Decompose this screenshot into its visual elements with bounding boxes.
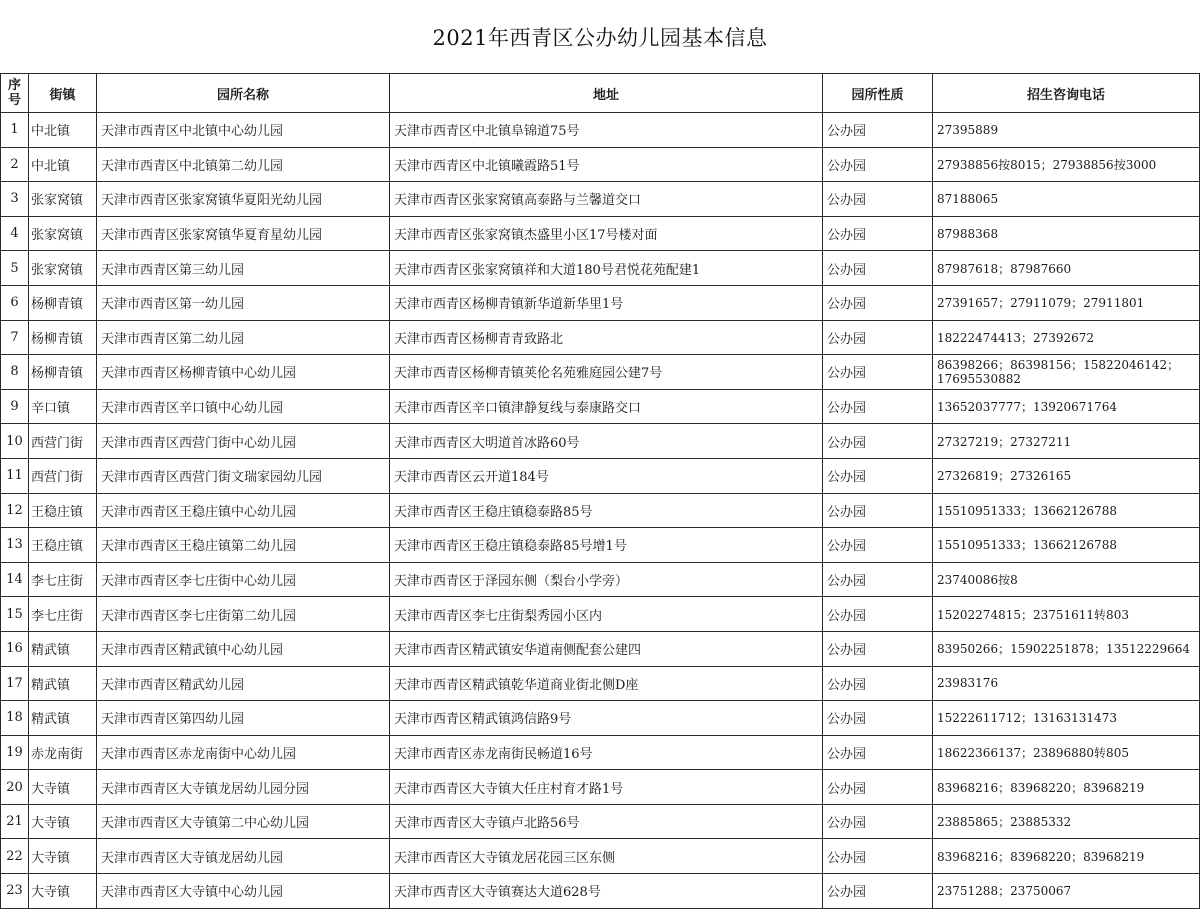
cell-seq: 5 [1,251,29,286]
cell-town: 精武镇 [29,666,97,701]
cell-nature: 公办园 [823,631,933,666]
cell-address: 天津市西青区张家窝镇祥和大道180号君悦花苑配建1 [390,251,823,286]
cell-nature: 公办园 [823,493,933,528]
cell-address: 天津市西青区李七庄街梨秀园小区内 [390,597,823,632]
cell-kindergarten-name: 天津市西青区第一幼儿园 [97,285,390,320]
cell-address: 天津市西青区中北镇曦霞路51号 [390,147,823,182]
cell-phone: 83968216；83968220；83968219 [933,839,1200,874]
cell-nature: 公办园 [823,424,933,459]
cell-phone: 23885865；23885332 [933,804,1200,839]
cell-kindergarten-name: 天津市西青区辛口镇中心幼儿园 [97,389,390,424]
cell-seq: 11 [1,458,29,493]
cell-address: 天津市西青区精武镇乾华道商业街北侧D座 [390,666,823,701]
cell-kindergarten-name: 天津市西青区精武幼儿园 [97,666,390,701]
cell-phone: 15510951333；13662126788 [933,493,1200,528]
cell-seq: 12 [1,493,29,528]
column-header-name: 园所名称 [97,74,390,113]
table-row [1,147,1200,182]
cell-nature: 公办园 [823,735,933,770]
cell-seq: 17 [1,666,29,701]
cell-nature: 公办园 [823,701,933,736]
cell-town: 王稳庄镇 [29,528,97,563]
cell-town: 张家窝镇 [29,251,97,286]
cell-phone: 87188065 [933,182,1200,217]
cell-seq: 9 [1,389,29,424]
cell-seq: 13 [1,528,29,563]
table-row [1,355,1200,390]
cell-address: 天津市西青区大寺镇赛达大道628号 [390,874,823,909]
cell-kindergarten-name: 天津市西青区张家窝镇华夏育星幼儿园 [97,216,390,251]
cell-address: 天津市西青区云开道184号 [390,458,823,493]
cell-address: 天津市西青区于泽园东侧（梨台小学旁） [390,562,823,597]
cell-town: 杨柳青镇 [29,285,97,320]
cell-kindergarten-name: 天津市西青区大寺镇龙居幼儿园分园 [97,770,390,805]
cell-town: 杨柳青镇 [29,320,97,355]
column-header-nature: 园所性质 [823,74,933,113]
cell-kindergarten-name: 天津市西青区赤龙南街中心幼儿园 [97,735,390,770]
cell-seq: 4 [1,216,29,251]
cell-phone: 27395889 [933,113,1200,148]
cell-phone: 27938856按8015；27938856按3000 [933,147,1200,182]
cell-kindergarten-name: 天津市西青区第四幼儿园 [97,701,390,736]
cell-nature: 公办园 [823,147,933,182]
cell-town: 中北镇 [29,113,97,148]
table-row [1,528,1200,563]
table-row [1,874,1200,909]
cell-phone: 87988368 [933,216,1200,251]
table-row [1,251,1200,286]
cell-seq: 19 [1,735,29,770]
cell-seq: 3 [1,182,29,217]
cell-address: 天津市西青区杨柳青青致路北 [390,320,823,355]
cell-nature: 公办园 [823,770,933,805]
cell-address: 天津市西青区大寺镇龙居花园三区东侧 [390,839,823,874]
column-header-address: 地址 [390,74,823,113]
seq-header-line2: 号 [7,93,21,108]
seq-header-line1: 序 [7,78,21,93]
table-row [1,701,1200,736]
cell-nature: 公办园 [823,839,933,874]
cell-address: 天津市西青区大明道首冰路60号 [390,424,823,459]
cell-town: 张家窝镇 [29,216,97,251]
cell-town: 西营门街 [29,424,97,459]
column-header-seq [1,74,29,113]
page-title: 2021年西青区公办幼儿园基本信息 [432,26,768,50]
cell-phone: 18622366137；23896880转805 [933,735,1200,770]
cell-seq: 23 [1,874,29,909]
table-row [1,285,1200,320]
cell-town: 大寺镇 [29,839,97,874]
cell-nature: 公办园 [823,666,933,701]
cell-phone: 15202274815；23751611转803 [933,597,1200,632]
column-header-town: 街镇 [29,74,97,113]
cell-kindergarten-name: 天津市西青区大寺镇中心幼儿园 [97,874,390,909]
cell-seq: 8 [1,355,29,390]
cell-address: 天津市西青区大寺镇卢北路56号 [390,804,823,839]
cell-phone: 86398266；86398156；15822046142；17695530882 [933,355,1200,390]
cell-nature: 公办园 [823,562,933,597]
table-row [1,631,1200,666]
cell-phone: 23983176 [933,666,1200,701]
cell-town: 大寺镇 [29,770,97,805]
cell-address: 天津市西青区王稳庄镇稳泰路85号 [390,493,823,528]
table-row [1,735,1200,770]
cell-town: 中北镇 [29,147,97,182]
cell-address: 天津市西青区精武镇安华道南侧配套公建四 [390,631,823,666]
table-row [1,458,1200,493]
cell-phone: 83968216；83968220；83968219 [933,770,1200,805]
cell-phone: 27326819；27326165 [933,458,1200,493]
table-body [1,113,1200,909]
cell-seq: 10 [1,424,29,459]
table-row [1,424,1200,459]
cell-phone: 23740086按8 [933,562,1200,597]
cell-address: 天津市西青区大寺镇大任庄村育才路1号 [390,770,823,805]
cell-nature: 公办园 [823,528,933,563]
cell-kindergarten-name: 天津市西青区张家窝镇华夏阳光幼儿园 [97,182,390,217]
cell-seq: 20 [1,770,29,805]
table-row [1,113,1200,148]
cell-kindergarten-name: 天津市西青区第三幼儿园 [97,251,390,286]
cell-address: 天津市西青区张家窝镇杰盛里小区17号楼对面 [390,216,823,251]
cell-phone: 15222611712；13163131473 [933,701,1200,736]
cell-kindergarten-name: 天津市西青区大寺镇第二中心幼儿园 [97,804,390,839]
cell-seq: 22 [1,839,29,874]
cell-address: 天津市西青区赤龙南街民畅道16号 [390,735,823,770]
cell-kindergarten-name: 天津市西青区王稳庄镇第二幼儿园 [97,528,390,563]
cell-seq: 7 [1,320,29,355]
table-row [1,493,1200,528]
cell-phone: 13652037777；13920671764 [933,389,1200,424]
table-header-row [1,74,1200,113]
cell-phone: 15510951333；13662126788 [933,528,1200,563]
table-row [1,182,1200,217]
cell-kindergarten-name: 天津市西青区王稳庄镇中心幼儿园 [97,493,390,528]
cell-kindergarten-name: 天津市西青区大寺镇龙居幼儿园 [97,839,390,874]
cell-address: 天津市西青区中北镇阜锦道75号 [390,113,823,148]
cell-kindergarten-name: 天津市西青区中北镇第二幼儿园 [97,147,390,182]
cell-town: 赤龙南街 [29,735,97,770]
cell-seq: 21 [1,804,29,839]
cell-seq: 16 [1,631,29,666]
cell-nature: 公办园 [823,182,933,217]
table-row [1,770,1200,805]
cell-town: 李七庄街 [29,597,97,632]
cell-phone: 87987618；87987660 [933,251,1200,286]
cell-phone: 83950266；15902251878；13512229664 [933,631,1200,666]
cell-kindergarten-name: 天津市西青区杨柳青镇中心幼儿园 [97,355,390,390]
cell-nature: 公办园 [823,458,933,493]
cell-address: 天津市西青区张家窝镇高泰路与兰馨道交口 [390,182,823,217]
cell-address: 天津市西青区杨柳青镇荚伦名苑雅庭园公建7号 [390,355,823,390]
cell-town: 精武镇 [29,631,97,666]
cell-seq: 1 [1,113,29,148]
cell-town: 李七庄街 [29,562,97,597]
cell-seq: 2 [1,147,29,182]
cell-nature: 公办园 [823,874,933,909]
column-header-phone: 招生咨询电话 [933,74,1200,113]
cell-nature: 公办园 [823,216,933,251]
table-row [1,216,1200,251]
cell-phone: 23751288；23750067 [933,874,1200,909]
cell-address: 天津市西青区精武镇鸿信路9号 [390,701,823,736]
cell-seq: 18 [1,701,29,736]
cell-nature: 公办园 [823,113,933,148]
cell-town: 大寺镇 [29,804,97,839]
cell-town: 张家窝镇 [29,182,97,217]
table-row [1,839,1200,874]
cell-kindergarten-name: 天津市西青区西营门街文瑞家园幼儿园 [97,458,390,493]
cell-address: 天津市西青区杨柳青镇新华道新华里1号 [390,285,823,320]
cell-seq: 6 [1,285,29,320]
cell-nature: 公办园 [823,285,933,320]
table-row [1,320,1200,355]
cell-town: 辛口镇 [29,389,97,424]
cell-nature: 公办园 [823,389,933,424]
cell-phone: 27391657；27911079；27911801 [933,285,1200,320]
cell-nature: 公办园 [823,804,933,839]
table-row [1,804,1200,839]
cell-nature: 公办园 [823,355,933,390]
cell-nature: 公办园 [823,597,933,632]
cell-kindergarten-name: 天津市西青区第二幼儿园 [97,320,390,355]
cell-kindergarten-name: 天津市西青区李七庄街第二幼儿园 [97,597,390,632]
cell-town: 王稳庄镇 [29,493,97,528]
cell-town: 西营门街 [29,458,97,493]
cell-town: 杨柳青镇 [29,355,97,390]
table-row [1,597,1200,632]
cell-seq: 14 [1,562,29,597]
kindergarten-table [0,73,1200,909]
cell-nature: 公办园 [823,320,933,355]
cell-kindergarten-name: 天津市西青区中北镇中心幼儿园 [97,113,390,148]
cell-town: 精武镇 [29,701,97,736]
table-row [1,666,1200,701]
cell-address: 天津市西青区王稳庄镇稳泰路85号增1号 [390,528,823,563]
table-row [1,562,1200,597]
table-row [1,389,1200,424]
cell-kindergarten-name: 天津市西青区精武镇中心幼儿园 [97,631,390,666]
cell-phone: 18222474413；27392672 [933,320,1200,355]
cell-nature: 公办园 [823,251,933,286]
cell-kindergarten-name: 天津市西青区西营门街中心幼儿园 [97,424,390,459]
cell-kindergarten-name: 天津市西青区李七庄街中心幼儿园 [97,562,390,597]
cell-phone: 27327219；27327211 [933,424,1200,459]
cell-town: 大寺镇 [29,874,97,909]
cell-seq: 15 [1,597,29,632]
cell-address: 天津市西青区辛口镇津静复线与泰康路交口 [390,389,823,424]
